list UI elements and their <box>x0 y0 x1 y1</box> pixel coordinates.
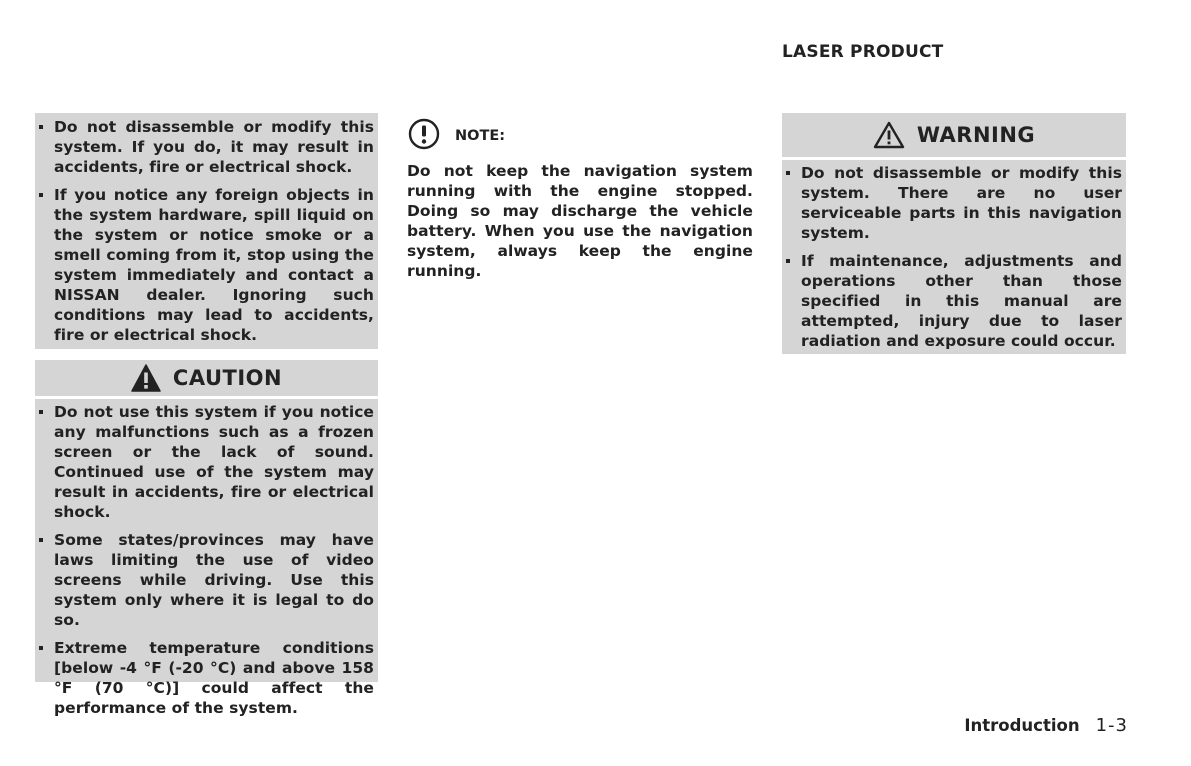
list-item: Do not use this system if you notice any malfunctions such as a frozen screen or the lack of sound. Continued use of the system may result in accidents, fire or electrical shock. <box>37 402 374 522</box>
page-footer <box>964 715 1128 736</box>
list-item: Do not disassemble or modify this system. There are no user serviceable parts in this navigation system. <box>784 163 1122 243</box>
note-text: Do not keep the navigation system running with the engine stopped. Doing so may discharge the vehicle battery. When you use the navigation system, always keep the engine running. <box>407 162 753 280</box>
precaution-list <box>37 117 374 345</box>
list-item: Some states/provinces may have laws limiting the use of video screens while driving. Use this system only where it is legal to do so. <box>37 530 374 630</box>
caution-icon <box>131 364 161 392</box>
caution-header <box>35 360 378 396</box>
note-label: NOTE: <box>455 128 506 144</box>
page-number: 1-3 <box>1095 715 1128 736</box>
caution-box <box>35 399 378 717</box>
note-header <box>407 117 753 155</box>
warning-title: WARNING <box>916 123 1036 147</box>
footer-section-title: Introduction <box>964 716 1080 735</box>
list-item: If maintenance, adjustments and operations other than those specified in this manual are attempted, injury due to laser radiation and exposure could occur. <box>784 251 1122 351</box>
caution-list <box>37 402 374 718</box>
list-item: Extreme temperature conditions [below -4 °F (-20 °C) and above 158 °F (70 °C)] could affect the performance of the system. <box>37 638 374 718</box>
warning-box <box>782 160 1126 354</box>
warning-triangle-icon <box>873 121 905 149</box>
section-heading: LASER PRODUCT <box>782 42 944 62</box>
list-item: If you notice any foreign objects in the system hardware, spill liquid on the system or notice smoke or a smell coming from it, stop using the system immediately and contact a NISSAN dealer. Ignoring such conditions may lead to accidents, fire or electrical shock. <box>37 185 374 345</box>
warning-header <box>782 113 1126 157</box>
exclamation-circle-icon <box>407 117 441 155</box>
note-block <box>407 117 753 281</box>
precaution-box <box>35 113 378 349</box>
list-item: Do not disassemble or modify this system. If you do, it may result in accidents, fire or electrical shock. <box>37 117 374 177</box>
caution-title: CAUTION <box>172 366 283 390</box>
warning-list <box>784 163 1122 351</box>
